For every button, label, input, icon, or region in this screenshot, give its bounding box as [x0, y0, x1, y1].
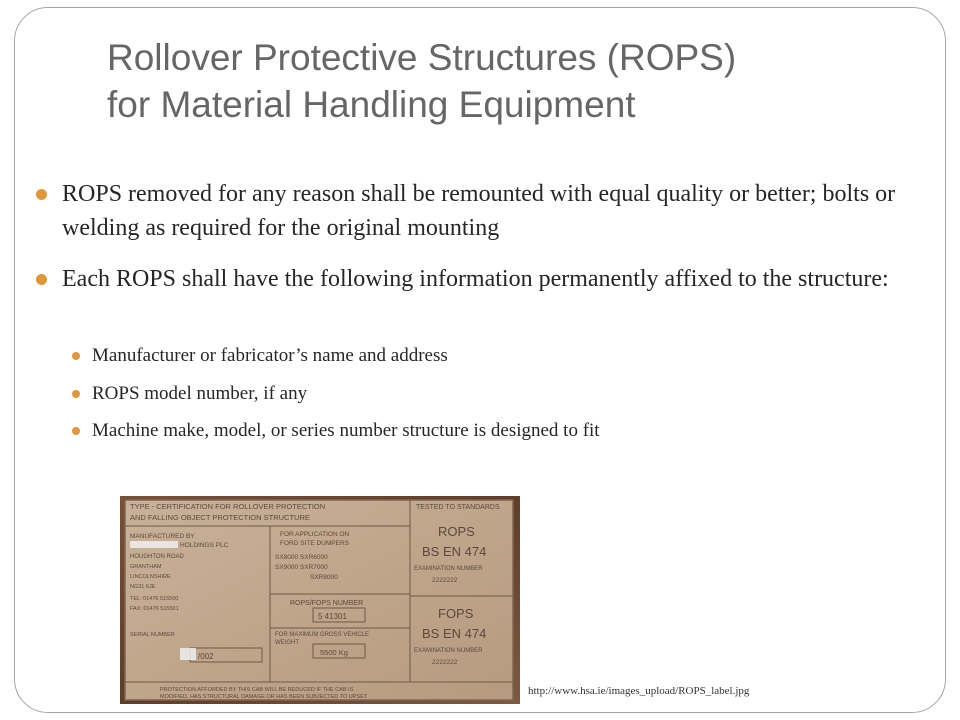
image-source-link[interactable]: http://www.hsa.ie/images_upload/ROPS_label.jpg — [528, 685, 750, 697]
sub-bullet-text: ROPS model number, if any — [92, 383, 308, 404]
sub-bullet-item — [92, 382, 892, 406]
plate-application-1: FOR APPLICATION ON — [280, 531, 350, 538]
sub-bullet-text: Manufacturer or fabricator’s name and address — [92, 345, 448, 366]
plate-manufactured-by: MANUFACTURED BY — [130, 533, 195, 540]
bullet-text: Each ROPS shall have the following information permanently affixed to the structure: — [62, 266, 889, 292]
plate-models-3: SXR8000 — [310, 574, 338, 581]
plate-rops-en: BS EN 474 — [422, 544, 487, 559]
plate-fops-en: BS EN 474 — [422, 626, 487, 641]
plate-exam-number: 2222222 — [432, 659, 458, 666]
title-line-2: for Material Handling Equipment — [107, 84, 636, 125]
plate-rops-standard: ROPS — [438, 524, 475, 539]
bullet-dot-icon — [72, 352, 80, 360]
plate-models-1: SX8000 SXR6000 — [275, 554, 328, 561]
plate-header-1: TYPE - CERTIFICATION FOR ROLLOVER PROTECTION — [130, 502, 326, 511]
plate-models-2: SX9000 SXR7000 — [275, 564, 328, 571]
bullet-dot-icon — [72, 390, 80, 398]
plate-tested-to: TESTED TO STANDARDS — [416, 504, 500, 511]
plate-address-line: LINCOLNSHIRE — [130, 574, 171, 580]
plate-tel: TEL: 01476 515500 — [130, 596, 179, 602]
title-line-1: Rollover Protective Structures (ROPS) — [107, 37, 737, 78]
plate-serial-value: /002 — [198, 652, 214, 661]
rops-label-photo — [120, 496, 520, 704]
plate-exam-label: EXAMINATION NUMBER — [414, 648, 483, 654]
sub-bullet-item — [92, 419, 892, 443]
bullet-dot-icon — [36, 189, 47, 200]
bullet-dot-icon — [36, 274, 47, 285]
plate-rops-fops-label: ROPS/FOPS NUMBER — [290, 600, 364, 607]
plate-application-2: FORD SITE DUMPERS — [280, 540, 349, 547]
plate-address-line: NG31 6JE — [130, 584, 156, 590]
plate-header-2: AND FALLING OBJECT PROTECTION STRUCTURE — [130, 513, 310, 522]
bullet-text: ROPS removed for any reason shall be remounted with equal quality or better; bolts or welding as required for the original mounting — [62, 181, 896, 241]
bullet-item — [62, 177, 932, 245]
plate-weight-value: 5500 Kg — [320, 648, 348, 657]
sub-bullet-item — [92, 344, 892, 368]
plate-fax: FAX: 01476 515501 — [130, 606, 179, 612]
plate-address-street: HOUGHTON ROAD — [130, 554, 184, 560]
plate-fops-standard: FOPS — [438, 606, 474, 621]
plate-max-weight-1: FOR MAXIMUM GROSS VEHICLE — [275, 632, 370, 638]
plate-exam-number: 2222222 — [432, 577, 458, 584]
plate-footer-2: MODIFIED, HAS STRUCTURAL DAMAGE OR HAS BEEN SUBJECTED TO UPSET — [160, 694, 368, 700]
rops-label-plate-image — [120, 496, 520, 704]
plate-holdings: HOLDINGS PLC — [180, 542, 229, 549]
plate-max-weight-2: WEIGHT — [275, 640, 299, 646]
plate-rops-fops-number: 5 41301 — [318, 612, 347, 621]
bullet-dot-icon — [72, 427, 80, 435]
plate-footer-1: PROTECTION AFFORDED BY THIS CAB WILL BE REDUCED IF THE CAB IS — [160, 687, 354, 693]
plate-exam-label: EXAMINATION NUMBER — [414, 566, 483, 572]
plate-serial-label: SERIAL NUMBER — [130, 632, 175, 638]
bullet-item — [62, 262, 932, 296]
sub-bullet-text: Machine make, model, or series number structure is designed to fit — [92, 420, 600, 441]
plate-address-line: GRANTHAM — [130, 564, 162, 570]
